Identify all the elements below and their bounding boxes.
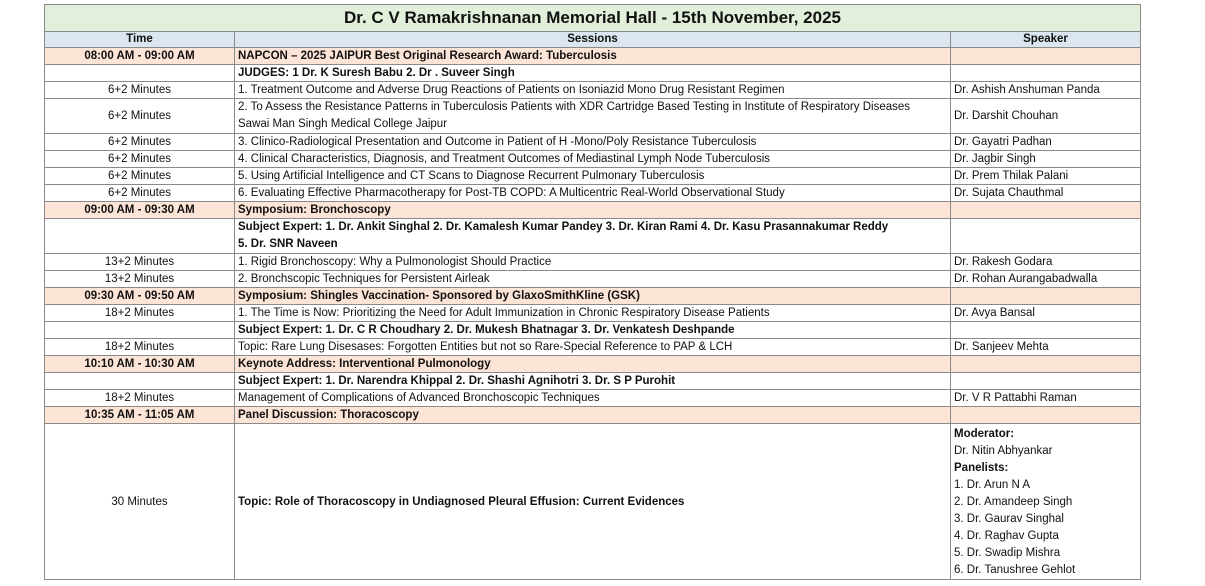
speaker-cell: Dr. Jagbir Singh: [951, 151, 1141, 168]
table-row: [45, 305, 1141, 322]
session-line: Sawai Man Singh Medical College Jaipur: [238, 118, 448, 130]
table-row: [45, 390, 1141, 407]
table-row: [45, 151, 1141, 168]
speaker-cell: Dr. Sujata Chauthmal: [951, 185, 1141, 202]
time-cell: 6+2 Minutes: [45, 82, 235, 99]
session-line: 5. Dr. SNR Naveen: [238, 238, 338, 250]
table-row: [45, 271, 1141, 288]
session-cell: 6. Evaluating Effective Pharmacotherapy for Post-TB COPD: A Multicentric Real-World Observational Study: [235, 185, 951, 202]
panel-time-cell: 30 Minutes: [45, 424, 235, 580]
speaker-cell: Dr. Darshit Chouhan: [951, 99, 1141, 134]
time-cell: 6+2 Minutes: [45, 151, 235, 168]
moderator-label: Moderator:: [954, 428, 1015, 440]
speaker-cell: [951, 356, 1141, 373]
time-cell: [45, 219, 235, 254]
session-cell: Panel Discussion: Thoracoscopy: [235, 407, 951, 424]
time-cell: 09:30 AM - 09:50 AM: [45, 288, 235, 305]
table-row: [45, 99, 1141, 134]
table-row: [45, 134, 1141, 151]
table-row: [45, 185, 1141, 202]
panel-speakers-cell: [951, 424, 1141, 580]
panel-row: [45, 424, 1141, 580]
session-cell: 1. The Time is Now: Prioritizing the Need for Adult Immunization in Chronic Respiratory Disease Patients: [235, 305, 951, 322]
speaker-cell: [951, 202, 1141, 219]
session-row: [45, 48, 1141, 65]
time-cell: 13+2 Minutes: [45, 271, 235, 288]
time-cell: 10:35 AM - 11:05 AM: [45, 407, 235, 424]
speaker-cell: Dr. Prem Thilak Palani: [951, 168, 1141, 185]
session-cell: Management of Complications of Advanced Bronchoscopic Techniques: [235, 390, 951, 407]
session-cell: 1. Rigid Bronchoscopy: Why a Pulmonologist Should Practice: [235, 254, 951, 271]
session-cell: NAPCON – 2025 JAIPUR Best Original Research Award: Tuberculosis: [235, 48, 951, 65]
session-cell: 2. Bronchscopic Techniques for Persistent Airleak: [235, 271, 951, 288]
speaker-cell: Dr. Sanjeev Mehta: [951, 339, 1141, 356]
speaker-cell: [951, 288, 1141, 305]
time-header: Time: [45, 32, 235, 48]
time-cell: 18+2 Minutes: [45, 390, 235, 407]
table-row: [45, 322, 1141, 339]
speaker-cell: Dr. Gayatri Padhan: [951, 134, 1141, 151]
speaker-header: Speaker: [951, 32, 1141, 48]
session-row: [45, 202, 1141, 219]
session-cell: Symposium: Shingles Vaccination- Sponsored by GlaxoSmithKline (GSK): [235, 288, 951, 305]
judges-cell: JUDGES: 1 Dr. K Suresh Babu 2. Dr . Suveer Singh: [235, 65, 951, 82]
speaker-cell: Dr. Ashish Anshuman Panda: [951, 82, 1141, 99]
sessions-header: Sessions: [235, 32, 951, 48]
panelists-label: Panelists:: [954, 462, 1009, 474]
subject-expert-cell: Subject Expert: 1. Dr. Narendra Khippal 2. Dr. Shashi Agnihotri 3. Dr. S P Purohit: [235, 373, 951, 390]
subject-expert-cell: [235, 219, 951, 254]
hall-title: Dr. C V Ramakrishnanan Memorial Hall - 15th November, 2025: [45, 5, 1141, 32]
schedule-table: [44, 4, 1141, 580]
time-cell: 18+2 Minutes: [45, 339, 235, 356]
session-cell: 4. Clinical Characteristics, Diagnosis, and Treatment Outcomes of Mediastinal Lymph Node Tuberculosis: [235, 151, 951, 168]
speaker-cell: Dr. Rakesh Godara: [951, 254, 1141, 271]
speaker-cell: [951, 322, 1141, 339]
session-cell: Topic: Rare Lung Disesases: Forgotten Entities but not so Rare-Special Reference to PAP & LCH: [235, 339, 951, 356]
speaker-cell: Dr. Rohan Aurangabadwalla: [951, 271, 1141, 288]
panel-topic-cell: Topic: Role of Thoracoscopy in Undiagnosed Pleural Effusion: Current Evidences: [235, 424, 951, 580]
time-cell: 08:00 AM - 09:00 AM: [45, 48, 235, 65]
time-cell: 6+2 Minutes: [45, 134, 235, 151]
session-line: 2. To Assess the Resistance Patterns in Tuberculosis Patients with XDR Cartridge Based Testing in Institute of Respiratory Diseases: [238, 101, 911, 113]
time-cell: 09:00 AM - 09:30 AM: [45, 202, 235, 219]
panelist-name: 2. Dr. Amandeep Singh: [954, 496, 1073, 508]
session-row: [45, 407, 1141, 424]
panelist-name: 5. Dr. Swadip Mishra: [954, 547, 1061, 559]
speaker-cell: [951, 65, 1141, 82]
speaker-cell: Dr. V R Pattabhi Raman: [951, 390, 1141, 407]
table-row: [45, 82, 1141, 99]
moderator-name: Dr. Nitin Abhyankar: [954, 445, 1053, 457]
time-cell: 6+2 Minutes: [45, 185, 235, 202]
table-row: [45, 219, 1141, 254]
time-cell: 13+2 Minutes: [45, 254, 235, 271]
session-line: Subject Expert: 1. Dr. Ankit Singhal 2. Dr. Kamalesh Kumar Pandey 3. Dr. Kiran Rami 4. Dr. Kasu Prasannakumar Reddy: [238, 221, 889, 233]
session-cell: 3. Clinico-Radiological Presentation and Outcome in Patient of H -Mono/Poly Resistance Tuberculosis: [235, 134, 951, 151]
time-cell: [45, 373, 235, 390]
speaker-cell: [951, 219, 1141, 254]
time-cell: 18+2 Minutes: [45, 305, 235, 322]
session-cell: [235, 99, 951, 134]
session-row: [45, 288, 1141, 305]
panelist-name: 4. Dr. Raghav Gupta: [954, 530, 1059, 542]
table-row: [45, 65, 1141, 82]
panelist-name: 1. Dr. Arun N A: [954, 479, 1031, 491]
session-cell: 1. Treatment Outcome and Adverse Drug Reactions of Patients on Isoniazid Mono Drug Resistant Regimen: [235, 82, 951, 99]
speaker-cell: [951, 373, 1141, 390]
subject-expert-cell: Subject Expert: 1. Dr. C R Choudhary 2. Dr. Mukesh Bhatnagar 3. Dr. Venkatesh Deshpande: [235, 322, 951, 339]
session-cell: Symposium: Bronchoscopy: [235, 202, 951, 219]
header-row: [45, 32, 1141, 48]
panelist-name: 6. Dr. Tanushree Gehlot: [954, 564, 1076, 576]
table-row: [45, 168, 1141, 185]
time-cell: 6+2 Minutes: [45, 99, 235, 134]
speaker-cell: [951, 407, 1141, 424]
table-row: [45, 339, 1141, 356]
time-cell: 10:10 AM - 10:30 AM: [45, 356, 235, 373]
speaker-cell: Dr. Avya Bansal: [951, 305, 1141, 322]
time-cell: [45, 65, 235, 82]
time-cell: [45, 322, 235, 339]
speaker-cell: [951, 48, 1141, 65]
table-row: [45, 254, 1141, 271]
time-cell: 6+2 Minutes: [45, 168, 235, 185]
table-row: [45, 373, 1141, 390]
session-cell: Keynote Address: Interventional Pulmonology: [235, 356, 951, 373]
session-cell: 5. Using Artificial Intelligence and CT Scans to Diagnose Recurrent Pulmonary Tuberculosis: [235, 168, 951, 185]
session-row: [45, 356, 1141, 373]
panelist-name: 3. Dr. Gaurav Singhal: [954, 513, 1064, 525]
